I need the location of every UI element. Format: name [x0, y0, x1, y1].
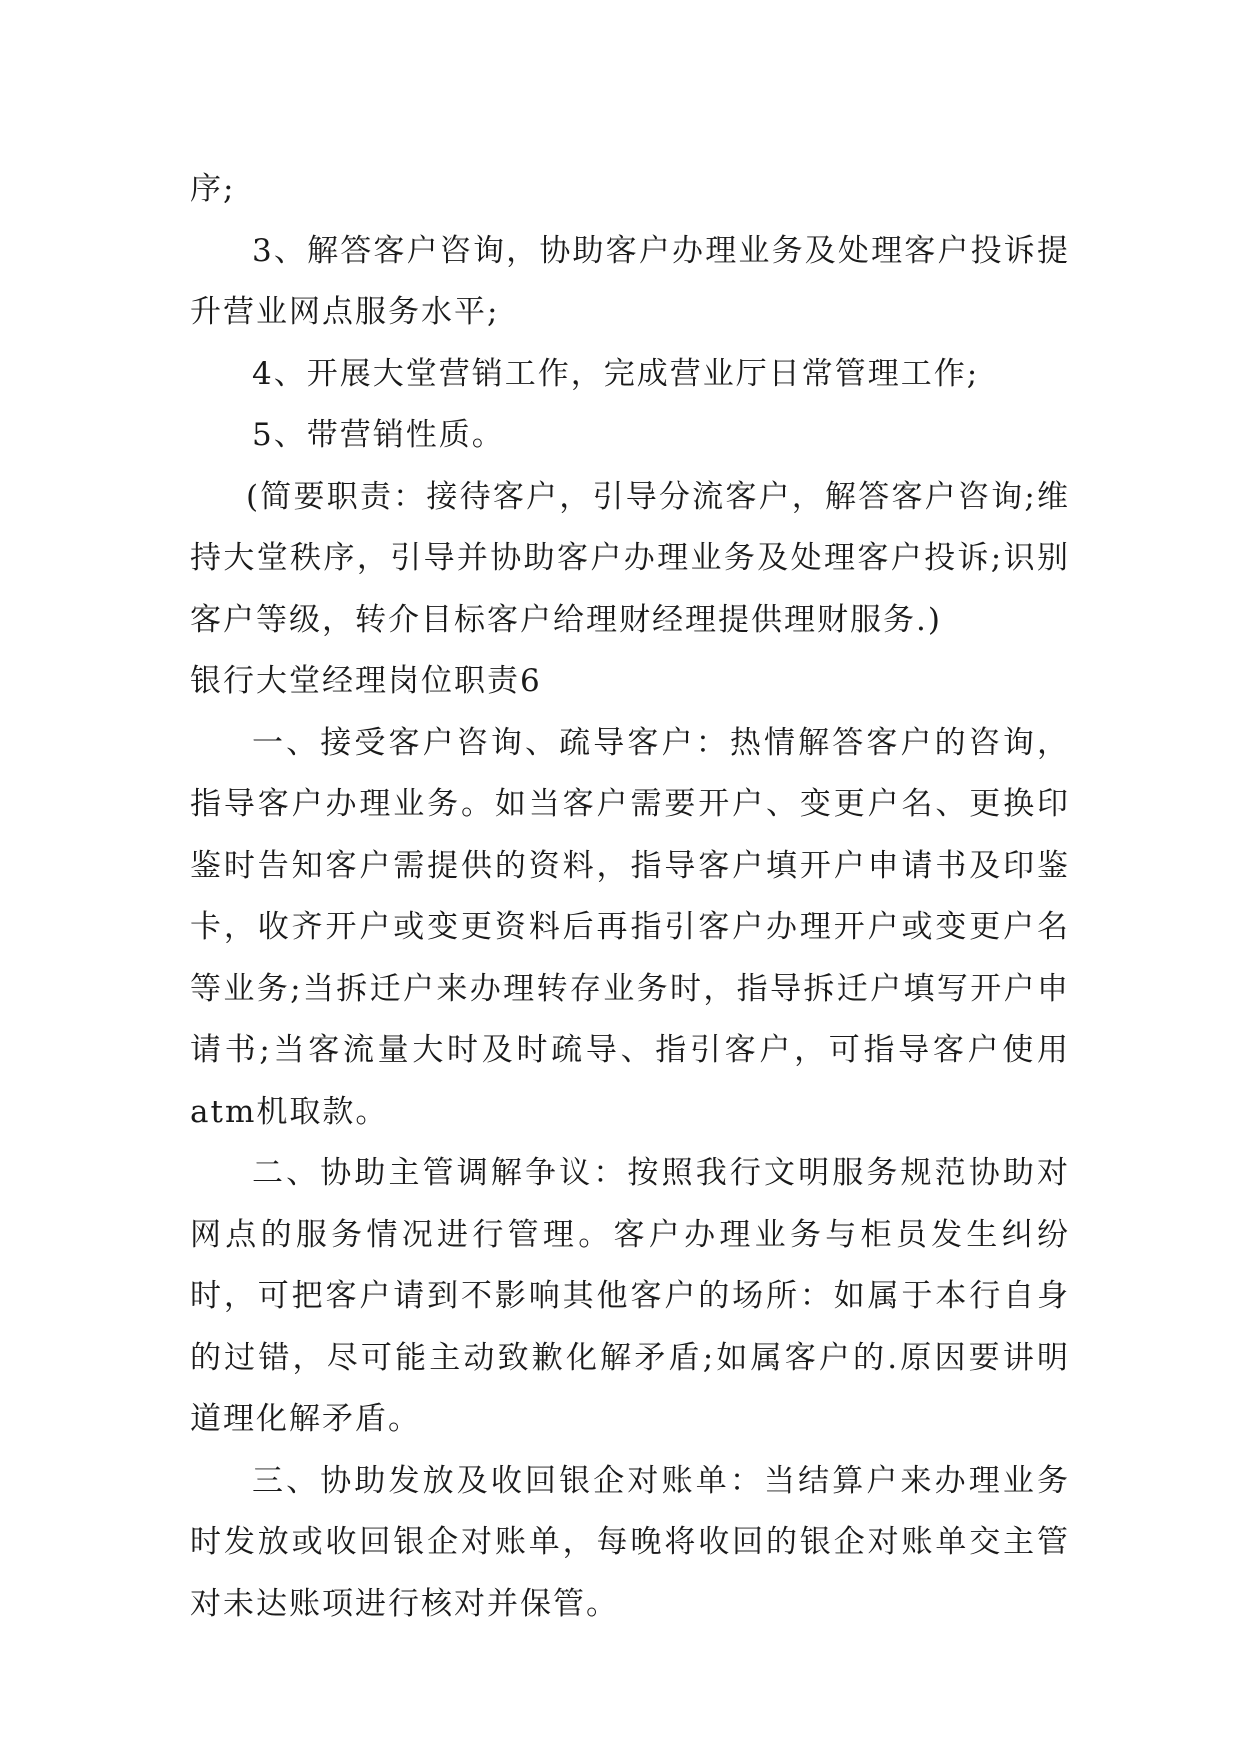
list-item-3: 3、解答客户咨询，协助客户办理业务及处理客户投诉提升营业网点服务水平; [190, 232, 1070, 330]
duty-paragraph-2: 二、协助主管调解争议：按照我行文明服务规范协助对网点的服务情况进行管理。客户办理业务与柜员发生纠纷时，可把客户请到不影响其他客户的场所：如属于本行自身的过错，尽可能主动致歉化解矛盾;如属客户的.原因要讲明道理化解矛盾。 [190, 1155, 1070, 1437]
summary-paragraph: (简要职责：接待客户，引导分流客户，解答客户咨询;维持大堂秩序，引导并协助客户办理业务及处理客户投诉;识别客户等级，转介目标客户给理财经理提供理财服务.) [190, 478, 1070, 638]
list-item-4: 4、开展大堂营销工作，完成营业厅日常管理工作; [252, 355, 980, 392]
document-body [190, 159, 1070, 1635]
list-item-5: 5、带营销性质。 [252, 417, 505, 453]
section-heading: 银行大堂经理岗位职责6 [190, 663, 542, 699]
duty-paragraph-3: 三、协助发放及收回银企对账单：当结算户来办理业务时发放或收回银企对账单，每晚将收回的银企对账单交主管对未达账项进行核对并保管。 [190, 1462, 1070, 1622]
duty-paragraph-1: 一、接受客户咨询、疏导客户：热情解答客户的咨询，指导客户办理业务。如当客户需要开户、变更户名、更换印鉴时告知客户需提供的资料，指导客户填开户申请书及印鉴卡，收齐开户或变更资料后再指引客户办理开户或变更户名等业务;当拆迁户来办理转存业务时，指导拆迁户填写开户申请书;当客流量大时及时疏导、指引客户，可指导客户使用atm机取款。 [190, 724, 1070, 1130]
paragraph-continuation: 序; [190, 171, 236, 207]
